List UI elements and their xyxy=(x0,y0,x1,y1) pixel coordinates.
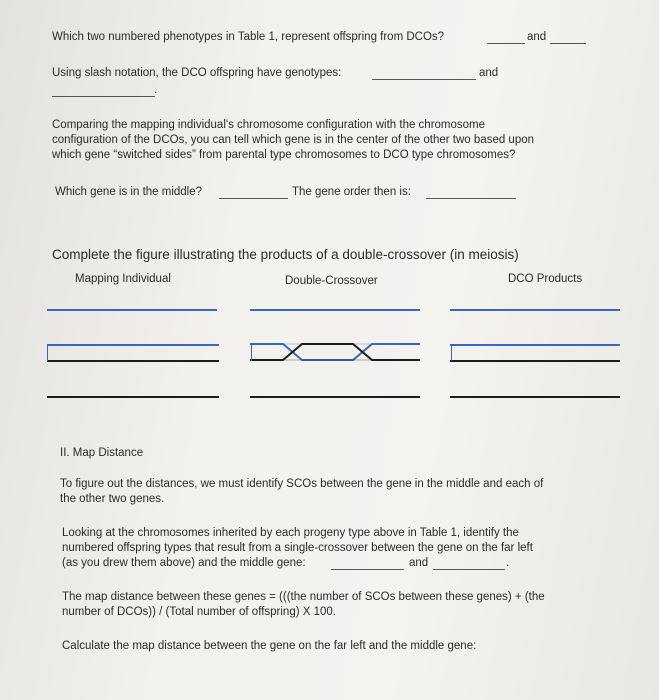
mapping-centromere-link xyxy=(47,344,48,361)
dco-chromatid-1 xyxy=(250,309,420,311)
p1-line: the other two genes. xyxy=(60,493,165,505)
gene-order-label: The gene order then is: xyxy=(292,186,411,198)
q3-line: Comparing the mapping individual's chromosome configuration with the chromosome xyxy=(52,119,486,131)
q1-answer-blank-1[interactable] xyxy=(487,43,525,44)
figure-title: Complete the figure illustrating the products of a double-crossover (in meiosis) xyxy=(52,247,519,262)
col-mapping-individual: Mapping Individual xyxy=(75,273,171,285)
sco-answer-blank-2[interactable] xyxy=(433,569,505,570)
section-heading: II. Map Distance xyxy=(60,447,144,459)
section-p3 xyxy=(62,590,622,620)
p2-period: . xyxy=(506,557,510,569)
mapping-chromatid-3 xyxy=(47,360,219,362)
col-double-crossover: Double-Crossover xyxy=(285,275,378,287)
p3-line: The map distance between these genes = (((the number of SCOs between these genes) + (the xyxy=(62,591,545,603)
p2-and: and xyxy=(409,557,429,569)
q1-text: Which two numbered phenotypes in Table 1, represent offspring from DCOs? xyxy=(52,31,445,43)
q2-and: and xyxy=(479,67,499,79)
product-chromatid-1 xyxy=(450,309,620,311)
q1-answer-blank-2[interactable] xyxy=(550,43,586,44)
product-chromatid-4 xyxy=(450,396,620,398)
middle-gene-label: Which gene is in the middle? xyxy=(55,186,203,198)
product-centromere-link xyxy=(451,344,452,361)
sco-answer-blank-1[interactable] xyxy=(331,569,404,570)
double-crossover-diagram xyxy=(250,340,420,366)
product-chromatid-3 xyxy=(450,360,620,362)
q2-text: Using slash notation, the DCO offspring have genotypes: xyxy=(52,67,342,79)
p2-line: numbered offspring types that result from a single-crossover between the gene on the far left xyxy=(62,542,533,554)
mapping-chromatid-4 xyxy=(47,396,219,398)
middle-gene-blank[interactable] xyxy=(219,198,288,199)
q2-answer-blank-1[interactable] xyxy=(372,79,476,80)
q3-paragraph xyxy=(52,118,612,163)
p2-line: (as you drew them above) and the middle gene: xyxy=(62,557,306,569)
col-dco-products: DCO Products xyxy=(508,273,583,285)
q2-answer-blank-2[interactable] xyxy=(52,96,155,97)
q1-and: and xyxy=(527,31,547,43)
q3-line: configuration of the DCOs, you can tell which gene is in the center of the other two based upon xyxy=(52,134,535,146)
p3-line: number of DCOs)) / (Total number of offspring) X 100. xyxy=(62,606,336,618)
q2-period: . xyxy=(154,84,158,96)
p2-line: Looking at the chromosomes inherited by each progeny type above in Table 1, identify the xyxy=(62,527,519,539)
dco-centromere-link xyxy=(251,344,252,361)
section-p4: Calculate the map distance between the gene on the far left and the middle gene: xyxy=(62,640,477,652)
mapping-chromatid-1 xyxy=(47,309,217,311)
dco-chromatid-4 xyxy=(250,396,420,398)
section-p1 xyxy=(60,477,620,507)
p1-line: To figure out the distances, we must identify SCOs between the gene in the middle and each of xyxy=(60,478,544,490)
gene-order-blank[interactable] xyxy=(426,198,516,199)
section-p2 xyxy=(62,526,622,571)
mapping-chromatid-2 xyxy=(47,344,219,346)
product-chromatid-2 xyxy=(450,344,620,346)
q3-line: which gene “switched sides” from parental type chromosomes to DCO type chromosomes? xyxy=(52,149,516,161)
